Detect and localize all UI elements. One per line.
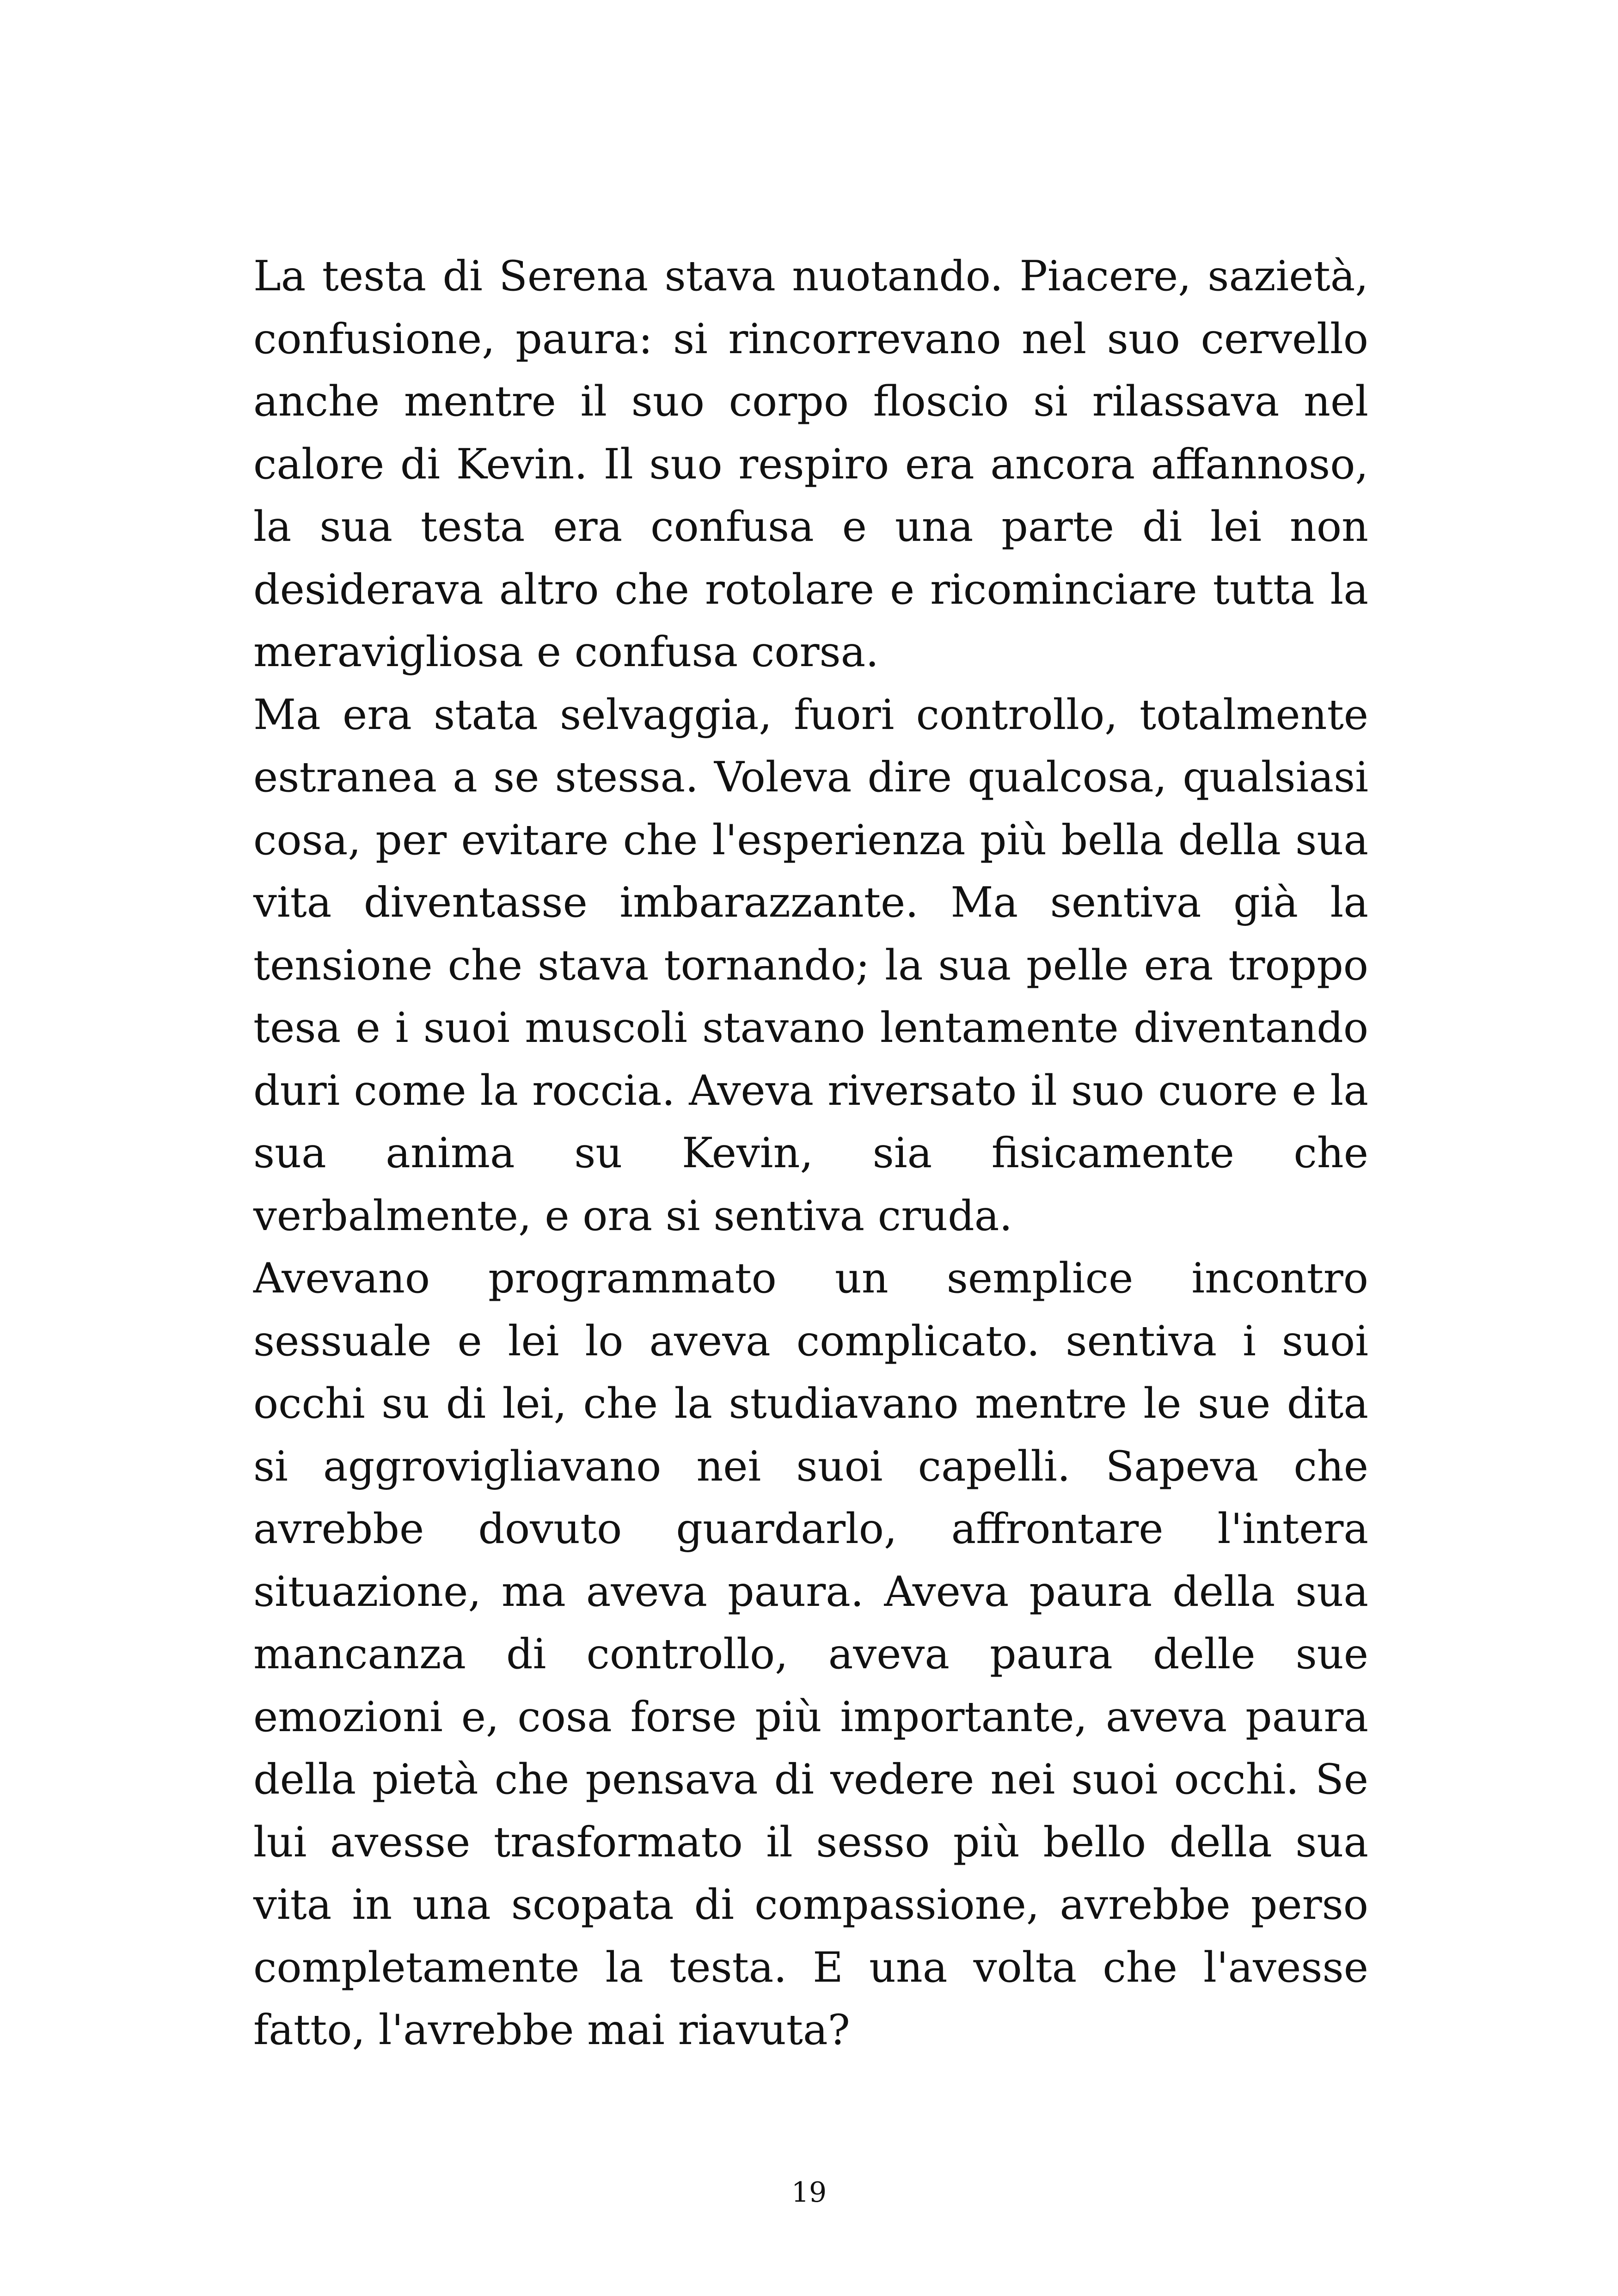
- paragraph-1: La testa di Serena stava nuotando. Piacere, sazietà, confusione, paura: si rincorrevano nel suo cervello anche mentre il suo corpo floscio si rilassava nel calore di Kevin. Il suo respiro era ancora affannoso, la sua testa era confusa e una parte di lei non desiderava altro che rotolare e ricominciare tutta la meravigliosa e confusa corsa.: [253, 252, 1368, 676]
- body-text: [253, 245, 1368, 2062]
- page-number: 19: [791, 2176, 827, 2209]
- paragraph-3: Avevano programmato un semplice incontro sessuale e lei lo aveva complicato. sentiva i suoi occhi su di lei, che la studiavano mentre le sue dita si aggrovigliavano nei suoi capelli. Sapeva che avrebbe dovuto guardarlo, affrontare l'intera situazione, ma aveva paura. Aveva paura della sua mancanza di controllo, aveva paura delle sue emozioni e, cosa forse più importante, aveva paura della pietà che pensava di vedere nei suoi occhi. Se lui avesse trasformato il sesso più bello della sua vita in una scopata di compassione, avrebbe perso completamente la testa. E una volta che l'avesse fatto, l'avrebbe mai riavuta?: [253, 1254, 1368, 2054]
- paragraph-2: Ma era stata selvaggia, fuori controllo, totalmente estranea a se stessa. Voleva dire qualcosa, qualsiasi cosa, per evitare che l'esperienza più bella della sua vita diventasse imbarazzante. Ma sentiva già la tensione che stava tornando; la sua pelle era troppo tesa e i suoi muscoli stavano lentamente diventando duri come la roccia. Aveva riversato il suo cuore e la sua anima su Kevin, sia fisicamente che verbalmente, e ora si sentiva cruda.: [253, 690, 1368, 1240]
